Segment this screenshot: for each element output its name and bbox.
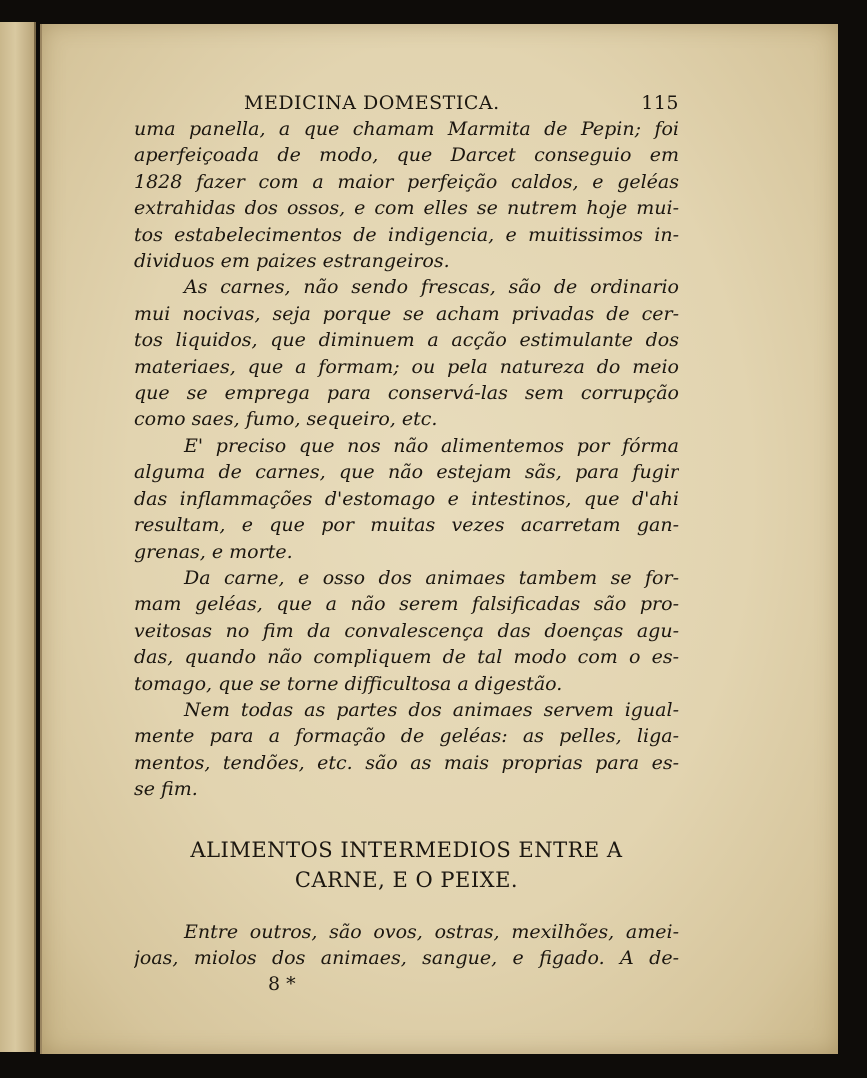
text-line: extrahidas dos ossos, e com elles se nutrem hoje mui- xyxy=(134,197,679,220)
paragraph-2 xyxy=(134,274,679,432)
paragraph-3 xyxy=(134,433,679,565)
text-line: tomago, que se torne difficultosa a digestão. xyxy=(134,672,563,695)
text-line: materiaes, que a formam; ou pela natureza do meio xyxy=(134,355,679,378)
paragraph-4 xyxy=(134,565,679,697)
text-line: E' preciso que nos não alimentemos por fórma xyxy=(184,434,679,457)
page-text-block xyxy=(134,90,679,997)
running-head xyxy=(134,90,679,116)
text-line: As carnes, não sendo frescas, são de ordinario xyxy=(184,276,679,299)
text-line: aperfeiçoada de modo, que Darcet conseguio em xyxy=(134,144,679,167)
text-line: resultam, e que por muitas vezes acarretam gan- xyxy=(134,514,679,537)
section-heading xyxy=(134,835,679,895)
text-line: se fim. xyxy=(134,778,198,801)
paragraph-5 xyxy=(134,697,679,803)
previous-page-edge xyxy=(0,22,36,1052)
text-line: Da carne, e osso dos animaes tambem se for- xyxy=(184,566,679,589)
section-heading-line-2: CARNE, E O PEIXE. xyxy=(294,867,519,892)
paragraph-1 xyxy=(134,116,679,274)
text-line: que se emprega para conservá-las sem corrupção xyxy=(134,382,679,405)
text-line: mam geléas, que a não serem falsificadas são pro- xyxy=(134,593,679,616)
text-line: mentos, tendões, etc. são as mais proprias para es- xyxy=(134,751,679,774)
page-number: 115 xyxy=(641,92,679,114)
text-line: mente para a formação de geléas: as pelles, liga- xyxy=(134,725,679,748)
text-line: tos liquidos, que diminuem a acção estimulante dos xyxy=(134,329,679,352)
section-heading-line-1: ALIMENTOS INTERMEDIOS ENTRE A xyxy=(190,837,623,862)
text-line: das, quando não compliquem de tal modo com o es- xyxy=(134,646,679,669)
text-line: como saes, fumo, sequeiro, etc. xyxy=(134,408,438,431)
text-line: 1828 fazer com a maior perfeição caldos, e geléas xyxy=(134,170,679,193)
text-line: mui nocivas, seja porque se acham privadas de cer- xyxy=(134,302,679,325)
text-line: das inflammações d'estomago e intestinos, que d'ahi xyxy=(134,487,679,510)
signature-mark: 8 * xyxy=(268,973,296,996)
text-line: grenas, e morte. xyxy=(134,540,293,563)
text-line: dividuos em paizes estrangeiros. xyxy=(134,250,450,273)
running-head-title: MEDICINA DOMESTICA. xyxy=(244,92,500,114)
text-line: Entre outros, são ovos, ostras, mexilhões, amei- xyxy=(184,920,679,943)
text-line: alguma de carnes, que não estejam sãs, para fugir xyxy=(134,461,679,484)
text-line: Nem todas as partes dos animaes servem igual- xyxy=(184,698,679,721)
text-line: uma panella, a que chamam Marmita de Pepin; foi xyxy=(134,118,679,140)
text-line: tos estabelecimentos de indigencia, e muitissimos in- xyxy=(134,223,679,246)
final-paragraph xyxy=(134,919,679,972)
text-line: veitosas no fim da convalescença das doenças agu- xyxy=(134,619,679,642)
text-line: joas, miolos dos animaes, sangue, e figado. A de- xyxy=(134,946,679,969)
